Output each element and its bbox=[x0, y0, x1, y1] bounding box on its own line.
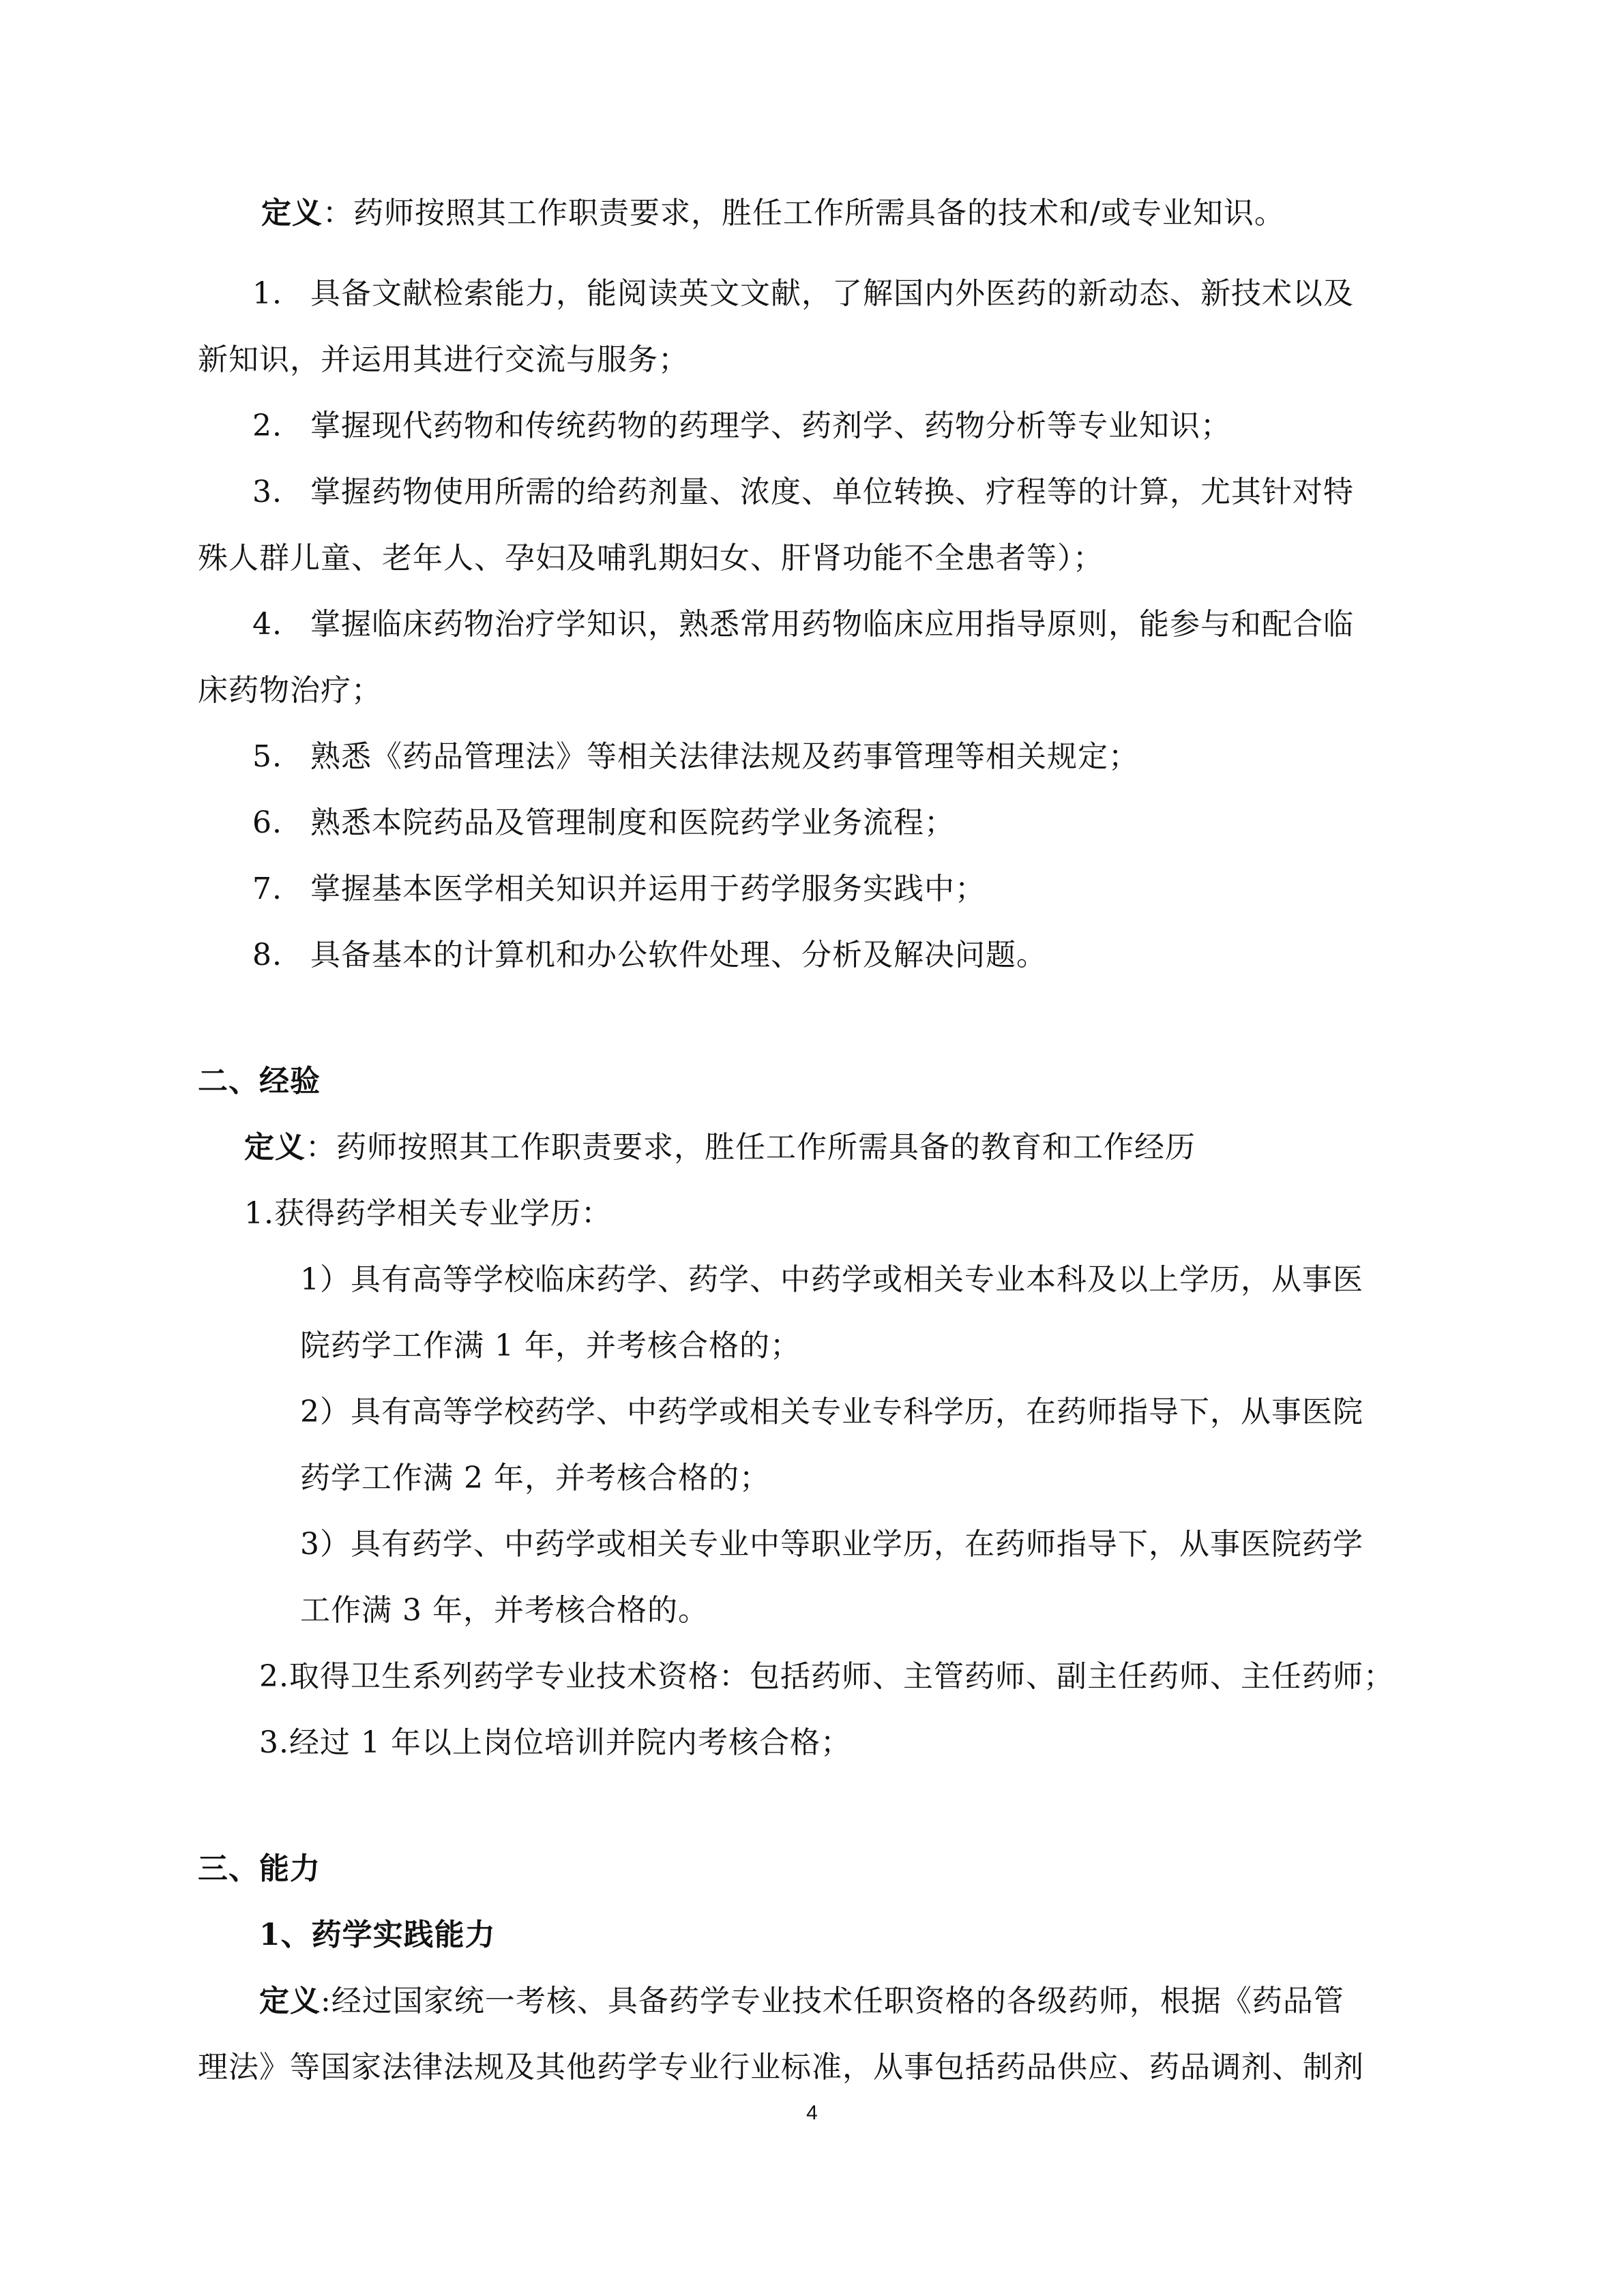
list-item-number: 7. bbox=[252, 871, 282, 906]
list-item-text: 具备基本的计算机和办公软件处理、分析及解决问题。 bbox=[310, 938, 1047, 972]
experience-subitem-2-cont: 药学工作满 2 年，并考核合格的； bbox=[300, 1461, 770, 1495]
definition-label: 定义 bbox=[261, 196, 323, 230]
experience-subitem-3-cont: 工作满 3 年，并考核合格的。 bbox=[300, 1593, 709, 1628]
definition-text: ：药师按照其工作职责要求，胜任工作所需具备的教育和工作经历 bbox=[306, 1130, 1196, 1165]
list-item-number: 5. bbox=[252, 739, 282, 774]
list-item-4 bbox=[252, 606, 1354, 644]
definition-text: ：药师按照其工作职责要求，胜任工作所需具备的技术和/或专业知识。 bbox=[323, 196, 1285, 230]
list-item-1 bbox=[252, 275, 1354, 313]
list-item-number: 2. bbox=[252, 408, 282, 443]
definition-text: :经过国家统一考核、具备药学专业技术任职资格的各级药师，根据《药品管 bbox=[321, 1984, 1344, 2018]
list-item-number: 3. bbox=[252, 475, 282, 509]
list-item-8 bbox=[252, 936, 1047, 974]
definition-paragraph-ability bbox=[259, 1982, 1344, 2021]
list-item-number: 6. bbox=[252, 805, 282, 840]
definition-paragraph-ability-cont: 理法》等国家法律法规及其他药学专业行业标准，从事包括药品供应、药品调剂、制剂 bbox=[198, 2050, 1364, 2085]
list-item-text: 熟悉本院药品及管理制度和医院药学业务流程； bbox=[310, 805, 955, 840]
list-item-text: 掌握药物使用所需的给药剂量、浓度、单位转换、疗程等的计算，尤其针对特 bbox=[310, 475, 1354, 509]
list-item-number: 4. bbox=[252, 607, 282, 642]
list-item-3 bbox=[252, 473, 1354, 511]
list-item-text: 具备文献检索能力，能阅读英文文献，了解国内外医药的新动态、新技术以及 bbox=[310, 276, 1354, 311]
list-item-6 bbox=[252, 804, 955, 842]
list-item-2 bbox=[252, 407, 1231, 445]
definition-paragraph bbox=[261, 194, 1285, 233]
experience-subitem-1: 1）具有高等学校临床药学、药学、中药学或相关专业本科及以上学历，从事医 bbox=[300, 1262, 1363, 1297]
list-item-text: 掌握基本医学相关知识并运用于药学服务实践中； bbox=[310, 871, 986, 906]
experience-subitem-2: 2）具有高等学校药学、中药学或相关专业专科学历，在药师指导下，从事医院 bbox=[300, 1395, 1363, 1429]
definition-label: 定义 bbox=[244, 1130, 306, 1165]
page-number: 4 bbox=[806, 2102, 818, 2124]
list-item-number: 1. bbox=[252, 276, 282, 311]
list-item-5 bbox=[252, 738, 1139, 776]
list-item-1-cont: 新知识，并运用其进行交流与服务； bbox=[198, 342, 689, 377]
list-item-4-cont: 床药物治疗； bbox=[198, 673, 382, 708]
experience-subitem-3: 3）具有药学、中药学或相关专业中等职业学历，在药师指导下，从事医院药学 bbox=[300, 1527, 1363, 1562]
definition-paragraph-experience bbox=[244, 1129, 1196, 1167]
experience-item-3: 3.经过 1 年以上岗位培训并院内考核合格； bbox=[259, 1725, 851, 1760]
list-item-text: 掌握现代药物和传统药物的药理学、药剂学、药物分析等专业知识； bbox=[310, 408, 1231, 443]
list-item-text: 熟悉《药品管理法》等相关法律法规及药事管理等相关规定； bbox=[310, 739, 1139, 774]
experience-item-2: 2.取得卫生系列药学专业技术资格：包括药师、主管药师、副主任药师、主任药师； bbox=[259, 1659, 1394, 1694]
experience-item-1: 1.获得药学相关专业学历： bbox=[244, 1196, 612, 1231]
experience-subitem-1-cont: 院药学工作满 1 年，并考核合格的； bbox=[300, 1328, 801, 1363]
list-item-7 bbox=[252, 870, 986, 908]
subsection-heading-practice: 1、药学实践能力 bbox=[259, 1918, 496, 1952]
list-item-3-cont: 殊人群儿童、老年人、孕妇及哺乳期妇女、肝肾功能不全患者等）； bbox=[198, 541, 1104, 576]
section-heading-experience: 二、经验 bbox=[198, 1064, 321, 1099]
definition-label: 定义 bbox=[259, 1984, 321, 2018]
list-item-text: 掌握临床药物治疗学知识，熟悉常用药物临床应用指导原则，能参与和配合临 bbox=[310, 607, 1354, 642]
section-heading-ability: 三、能力 bbox=[198, 1851, 321, 1886]
list-item-number: 8. bbox=[252, 938, 282, 972]
